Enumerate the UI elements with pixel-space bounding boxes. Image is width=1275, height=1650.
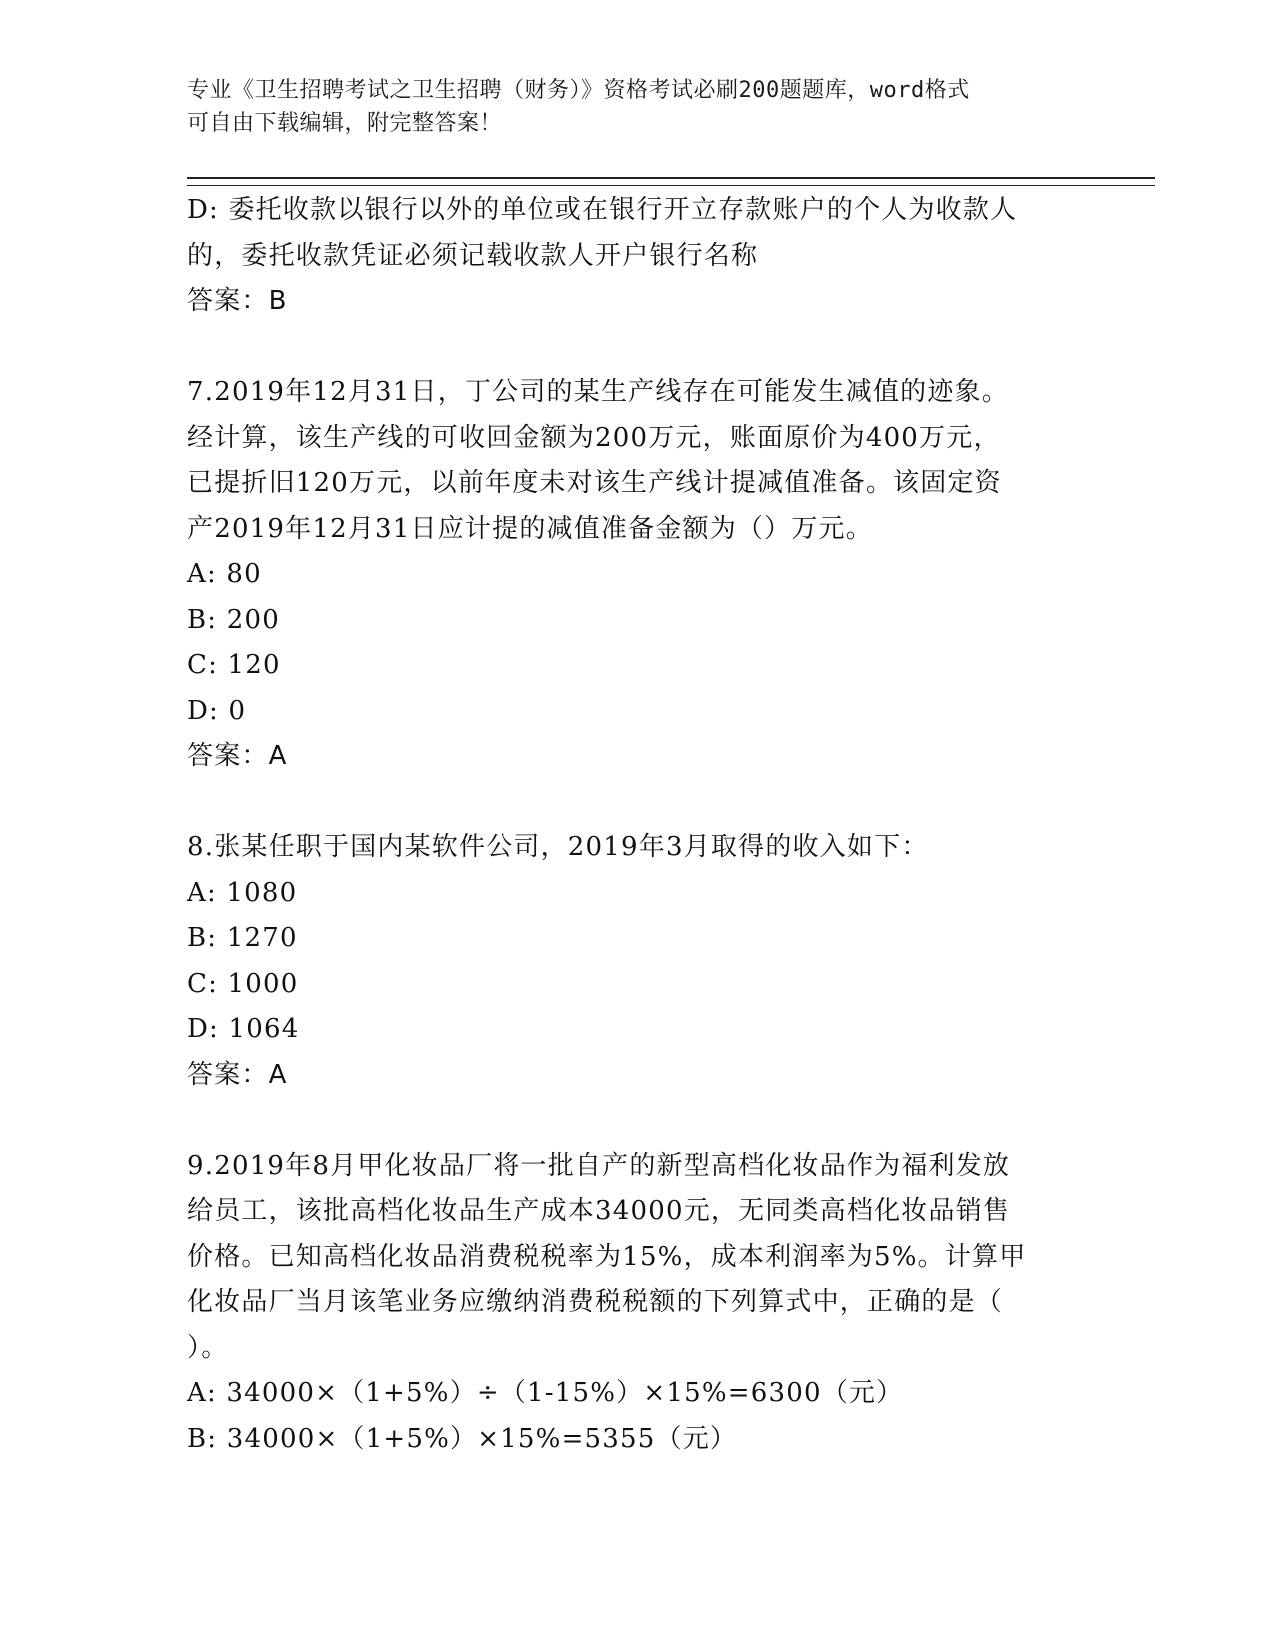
question-text: 已提折旧120万元，以前年度未对该生产线计提减值准备。该固定资 [187,468,1002,498]
question-text: 9.2019年8月甲化妆品厂将一批自产的新型高档化妆品作为福利发放 [187,1150,1011,1181]
option-c: C: 1000 [187,968,299,999]
option-d: D: 1064 [187,1014,300,1044]
option-a: A: 80 [187,559,262,589]
question-text: 经计算，该生产线的可收回金额为200万元，账面原价为400万元， [187,422,1001,453]
question-text: ）。 [187,1332,229,1363]
option-b: B: 34000×（1+5%）×15%=5355（元） [187,1423,738,1454]
question-9 [187,1144,1067,1463]
spacer [187,780,1067,826]
spacer [187,1098,1067,1144]
question-8 [187,825,1067,1098]
header-divider [187,177,1155,186]
option-c: C: 120 [187,650,281,680]
document-body [187,188,1067,1462]
question-text: 7.2019年12月31日，丁公司的某生产线存在可能发生减值的迹象。 [187,377,1009,407]
option-a: A: 34000×（1+5%）÷（1-15%）×15%=6300（元） [187,1378,904,1408]
spacer [187,325,1067,371]
answer-line: 答案：B [187,286,288,316]
answer-line: 答案：A [187,1059,288,1090]
option-d-text: 的，委托收款凭证必须记载收款人开户银行名称 [187,240,759,271]
option-b: B: 200 [187,604,280,635]
header-title-line-1: 专业《卫生招聘考试之卫生招聘（财务）》资格考试必刷200题题库，word格式 [187,78,970,103]
question-text: 产2019年12月31日应计提的减值准备金额为（）万元。 [187,513,873,544]
question-7 [187,370,1067,780]
question-text: 8.张某任职于国内某软件公司，2019年3月取得的收入如下： [187,832,929,862]
option-d-text: D: 委托收款以银行以外的单位或在银行开立存款账户的个人为收款人 [187,195,1018,225]
question-text: 价格。已知高档化妆品消费税税率为15%，成本利润率为5%。计算甲 [187,1241,1027,1272]
question-6-tail [187,188,1067,325]
option-b: B: 1270 [187,923,298,953]
question-text: 化妆品厂当月该笔业务应缴纳消费税税额的下列算式中，正确的是（ [187,1287,1004,1317]
header-title-line-2: 可自由下载编辑，附完整答案！ [187,111,503,136]
option-a: A: 1080 [187,877,298,908]
page-header [187,74,1067,140]
answer-line: 答案：A [187,741,288,771]
question-text: 给员工，该批高档化妆品生产成本34000元，无同类高档化妆品销售 [187,1196,1011,1226]
option-d: D: 0 [187,695,247,726]
